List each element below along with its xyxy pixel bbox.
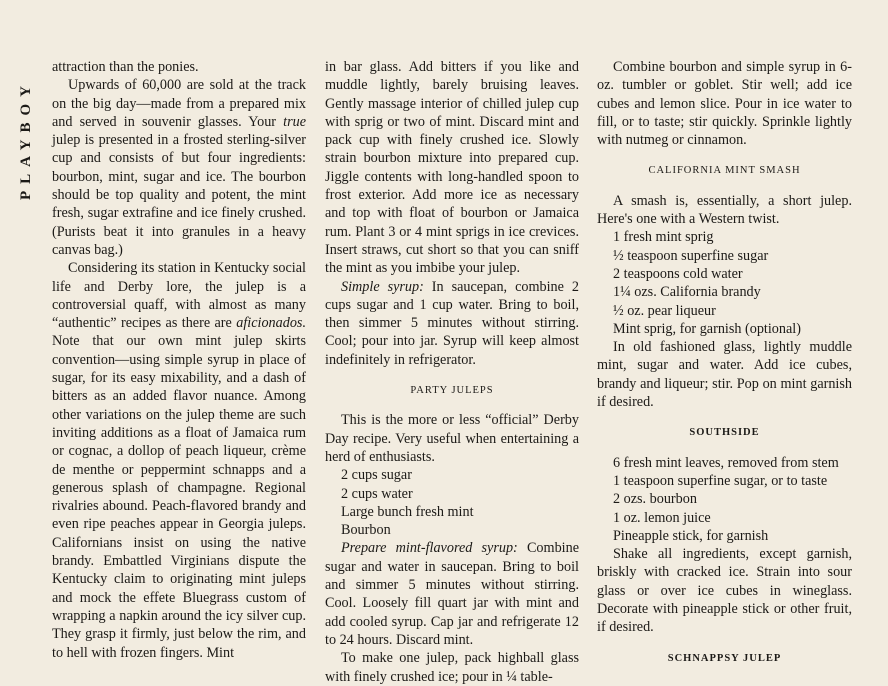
- paragraph: To make one julep, pack highball glass with finely crushed ice; pour in ¼ table-: [325, 650, 579, 685]
- ingredient-line: Large bunch fresh mint: [341, 503, 474, 520]
- ingredient-line: Bourbon: [341, 522, 391, 539]
- text-column-3: [597, 58, 852, 679]
- ingredient-line: 1¼ ozs. California brandy: [613, 284, 761, 301]
- ingredient-line: 1 oz. lemon juice: [613, 509, 711, 526]
- paragraph: attraction than the ponies.: [52, 59, 199, 75]
- text-column-2: [325, 58, 579, 686]
- ingredient-line: Mint sprig, for garnish (optional): [613, 320, 801, 337]
- section-heading: CALIFORNIA MINT SMASH: [648, 165, 801, 177]
- paragraph: Shake all ingredients, except garnish, briskly with cracked ice. Strain into sour glass or over ice cubes in wineglass. Decorate with pineapple stick or other fruit, if desired.: [597, 546, 852, 636]
- ingredient-line: 1 fresh mint sprig: [613, 229, 714, 246]
- ingredient-line: ½ teaspoon superfine sugar: [613, 247, 769, 264]
- paragraph: Combine bourbon and simple syrup in 6-oz. tumbler or goblet. Stir well; add ice cubes and lemon slice. Pour in ice water to fill, or to taste; stir quickly. Sprinkle lightly with nutmeg or cinnamon.: [597, 59, 852, 149]
- ingredient-line: 6 fresh mint leaves, removed from stem: [613, 454, 839, 471]
- text-column-1: [52, 58, 306, 662]
- section-heading: PARTY JULEPS: [410, 385, 494, 397]
- paragraph: in bar glass. Add bitters if you like and muddle lightly, barely bruising leaves. Gently massage interior of chilled julep cup with sprig or two of mint. Discard mint and pack cup with finely crushed ice. Slowly strain bourbon mixture into prepared cup. Jiggle contents with long-handled spoon to frost exterior. Add more ice as necessary and top with float of bourbon or Jamaica rum. Plant 3 or 4 mint sprigs in ice crevices. Insert straws, cut short so that you can sniff the mint as you imbibe your julep.: [325, 59, 579, 277]
- paragraph: Upwards of 60,000 are sold at the track on the big day—made from a prepared mix and served in souvenir glasses. Your true julep is presented in a frosted sterling-silver cup and consists of but four ingredients: bourbon, mint, sugar and ice. The bourbon should be top quality and potent, the mint fresh, sugar extrafine and ice finely crushed. (Purists beat it into granules in a heavy canvas bag.): [52, 77, 306, 258]
- magazine-sidebar: [16, 60, 38, 200]
- ingredient-line: 1 teaspoon superfine sugar, or to taste: [613, 472, 828, 489]
- ingredient-line: 2 cups water: [341, 485, 413, 502]
- magazine-name: PLAYBOY: [18, 79, 34, 200]
- paragraph: In old fashioned glass, lightly muddle mint, sugar and water. Add ice cubes, brandy and liqueur; stir. Pop on mint garnish if desired.: [597, 339, 852, 411]
- section-heading: SCHNAPPSY JULEP: [667, 652, 782, 664]
- paragraph: Considering its station in Kentucky social life and Derby lore, the julep is a controversial quaff, with almost as many “authentic” recipes as there are aficionados. Note that our own mint julep skirts convention—using simple syrup in place of sugar, for its easy mixability, and a dash of bitters as an added flavor nuance. Among other variations on the julep theme are such inviting additions as a float of Jamaica rum or cognac, a dollop of peach liqueur, crème de menthe or peppermint schnapps and a generous splash of champagne. Regional rivalries abound. Peach-flavored brandy and even ripe peaches appear in Georgia juleps. Californians insist on using the native brandy. Embattled Virginians dispute the Kentucky claim to originating mint juleps and mock the effete Bluegrass custom of wrapping a napkin around the icy silver cup. They grasp it firmly, just below the rim, and to hell with frozen fingers. Mint: [52, 260, 306, 661]
- ingredient-line: 2 ozs. bourbon: [613, 491, 697, 508]
- ingredient-line: ½ oz. pear liqueur: [613, 302, 716, 319]
- paragraph: This is the more or less “official” Derby Day recipe. Very useful when entertaining a herd of enthusiasts.: [325, 412, 579, 465]
- paragraph: Simple syrup: In saucepan, combine 2 cups sugar and 1 cup water. Bring to boil, then simmer 5 minutes without stirring. Cool; pour into jar. Syrup will keep almost indefinitely in refrigerator.: [325, 278, 579, 368]
- ingredient-line: Pineapple stick, for garnish: [613, 527, 769, 544]
- section-heading: SOUTHSIDE: [689, 427, 760, 439]
- ingredient-line: 2 cups sugar: [341, 467, 412, 484]
- paragraph: Prepare mint-flavored syrup: Combine sugar and water in saucepan. Bring to boil and simmer 5 minutes without stirring. Cool. Loosely fill quart jar with mint and add cooled syrup. Cap jar and refrigerate 12 to 24 hours. Discard mint.: [325, 540, 579, 648]
- paragraph: A smash is, essentially, a short julep. Here's one with a Western twist.: [597, 192, 852, 228]
- ingredient-line: 2 teaspoons cold water: [613, 265, 743, 282]
